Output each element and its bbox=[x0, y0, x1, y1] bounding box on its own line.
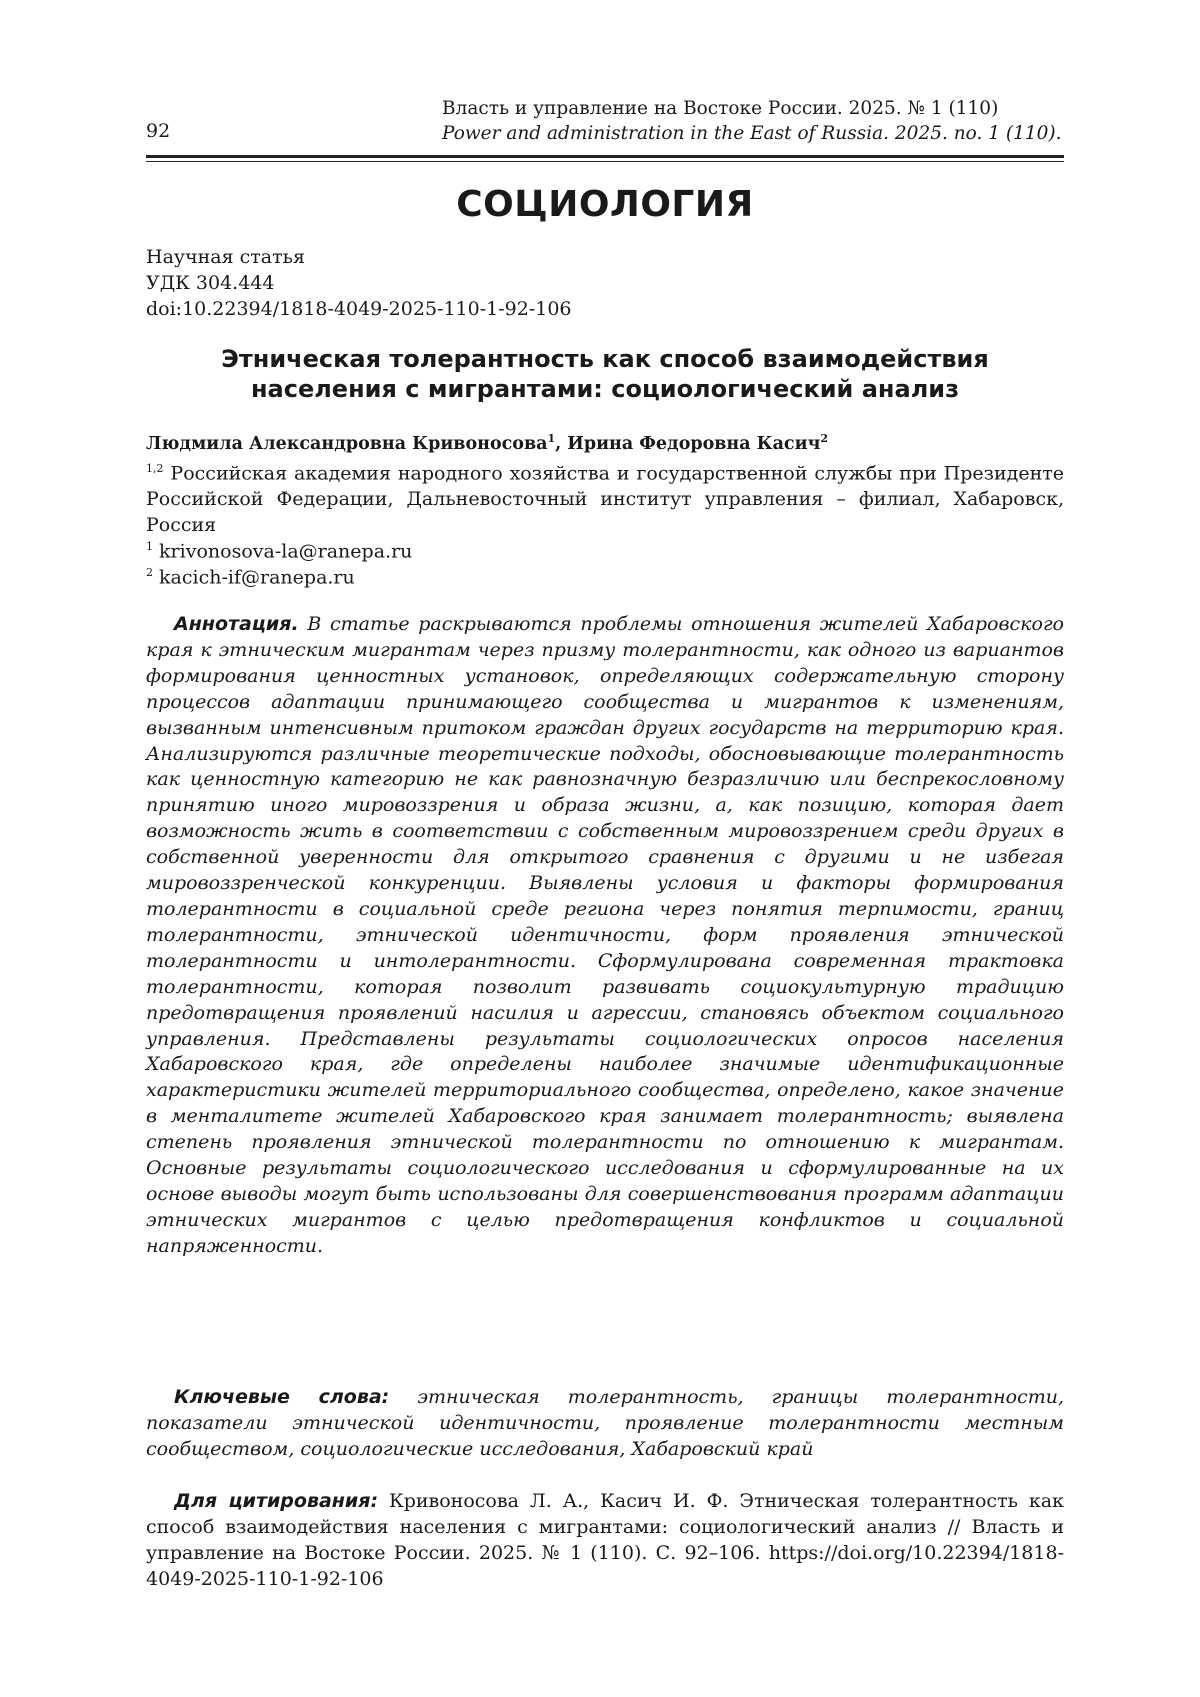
affiliation-sup: 1,2 bbox=[146, 462, 164, 475]
affiliation bbox=[146, 456, 1064, 538]
authors bbox=[146, 432, 828, 454]
page-number: 92 bbox=[146, 120, 171, 142]
email-2-sup: 2 bbox=[146, 566, 153, 579]
journal-page bbox=[146, 96, 1065, 1590]
email-2-address[interactable]: kacich-if@ranepa.ru bbox=[159, 566, 355, 589]
article-title-line-2: населения с мигрантами: социологический анализ bbox=[250, 375, 960, 403]
article-meta bbox=[146, 244, 572, 322]
section-heading: СОЦИОЛОГИЯ bbox=[456, 184, 754, 225]
journal-title-ru: Власть и управление на Востоке России. 2025. № 1 (110) bbox=[442, 98, 999, 119]
author-2: Ирина Федоровна Касич bbox=[567, 433, 821, 454]
abstract-text: В статье раскрываются проблемы отношения жителей Хабаровского края к этническим мигрантам через призму толерантности, как одного из вариантов формирования ценностных установок, определяющих содержательную сторону процессов адаптации принимающего сообщества и мигрантов к изменениям, вызванным интенсивным притоком граждан других государств на территорию края. Анализируются различные теоретические подходы, обосновывающие толерантность как ценностную категорию не как равнозначную безразличию или беспрекословному принятию иного мировоззрения и образа жизни, а, как позицию, которая дает возможность жить в соответствии с собственным мировоззрением среди других в собственной уверенности для открытого сравнения с другими и не избегая мировоззренческой конкуренции. Выявлены условия и факторы формирования толерантности в социальной среде региона через понятия терпимости, границ толерантности, этнической идентичности, форм проявления этнической толерантности и интолерантности. Сформулирована современная трактовка толерантности, которая позволит развивать социокультурную традицию предотвращения проявлений насилия и агрессии, становясь объектом социального управления. Представлены результаты социологических опросов населения Хабаровского края, где определены наиболее значимые идентификационные характеристики жителей территориального сообщества, определено, какое значение в менталитете жителей Хабаровского края занимает толерантность; выявлена степень проявления этнической толерантности по отношению к мигрантам. Основные результаты социологического исследования и сформулированные на их основе выводы могут быть использованы для совершенствования программ адаптации этнических мигрантов с целью предотвращения конфликтов и социальной напряженности. bbox=[146, 613, 1064, 1257]
email-1-sup: 1 bbox=[146, 540, 153, 553]
keywords-label: Ключевые слова: bbox=[174, 1386, 390, 1408]
abstract bbox=[146, 612, 1064, 1260]
article-type: Научная статья bbox=[146, 246, 305, 268]
header-rule-thick bbox=[146, 155, 1064, 158]
doi: doi:10.22394/1818-4049-2025-110-1-92-106 bbox=[146, 298, 572, 320]
udc-code: УДК 304.444 bbox=[146, 272, 275, 294]
citation bbox=[146, 1488, 1064, 1592]
article-title bbox=[146, 344, 1064, 404]
author-2-sup: 2 bbox=[820, 432, 829, 445]
author-1: Людмила Александровна Кривоносова bbox=[146, 433, 548, 454]
email-1-address[interactable]: krivonosova-la@ranepa.ru bbox=[159, 540, 413, 563]
author-separator: , bbox=[555, 433, 568, 454]
affiliation-text: Российская академия народного хозяйства и государственной службы при Президенте Российской Федерации, Дальневосточный институт управления – филиал, Хабаровск, Россия bbox=[146, 462, 1064, 537]
article-title-line-1: Этническая толерантность как способ взаимодействия bbox=[221, 345, 989, 373]
keywords bbox=[146, 1384, 1064, 1462]
journal-citation-header bbox=[442, 96, 1062, 146]
email-2 bbox=[146, 560, 355, 590]
journal-title-en: Power and administration in the East of Russia. 2025. no. 1 (110). bbox=[442, 123, 1062, 144]
abstract-label: Аннотация. bbox=[174, 613, 299, 635]
keywords-text: этническая толерантность, границы толерантности, показатели этнической идентичности, проявление толерантности местным сообществом, социологические исследования, Хабаровский край bbox=[146, 1386, 1065, 1460]
header-rule-thin bbox=[146, 161, 1064, 162]
running-header bbox=[146, 96, 1064, 148]
author-1-sup: 1 bbox=[547, 432, 556, 445]
citation-label: Для цитирования: bbox=[174, 1490, 379, 1512]
citation-text: Кривоносова Л. А., Касич И. Ф. Этническая толерантность как способ взаимодействия населения с мигрантами: социологический анализ // Власть и управление на Востоке России. 2025. № 1 (110). С. 92–106. https://doi.org/10.22394/1818-4049-2025-110-1-92-106 bbox=[146, 1490, 1064, 1590]
